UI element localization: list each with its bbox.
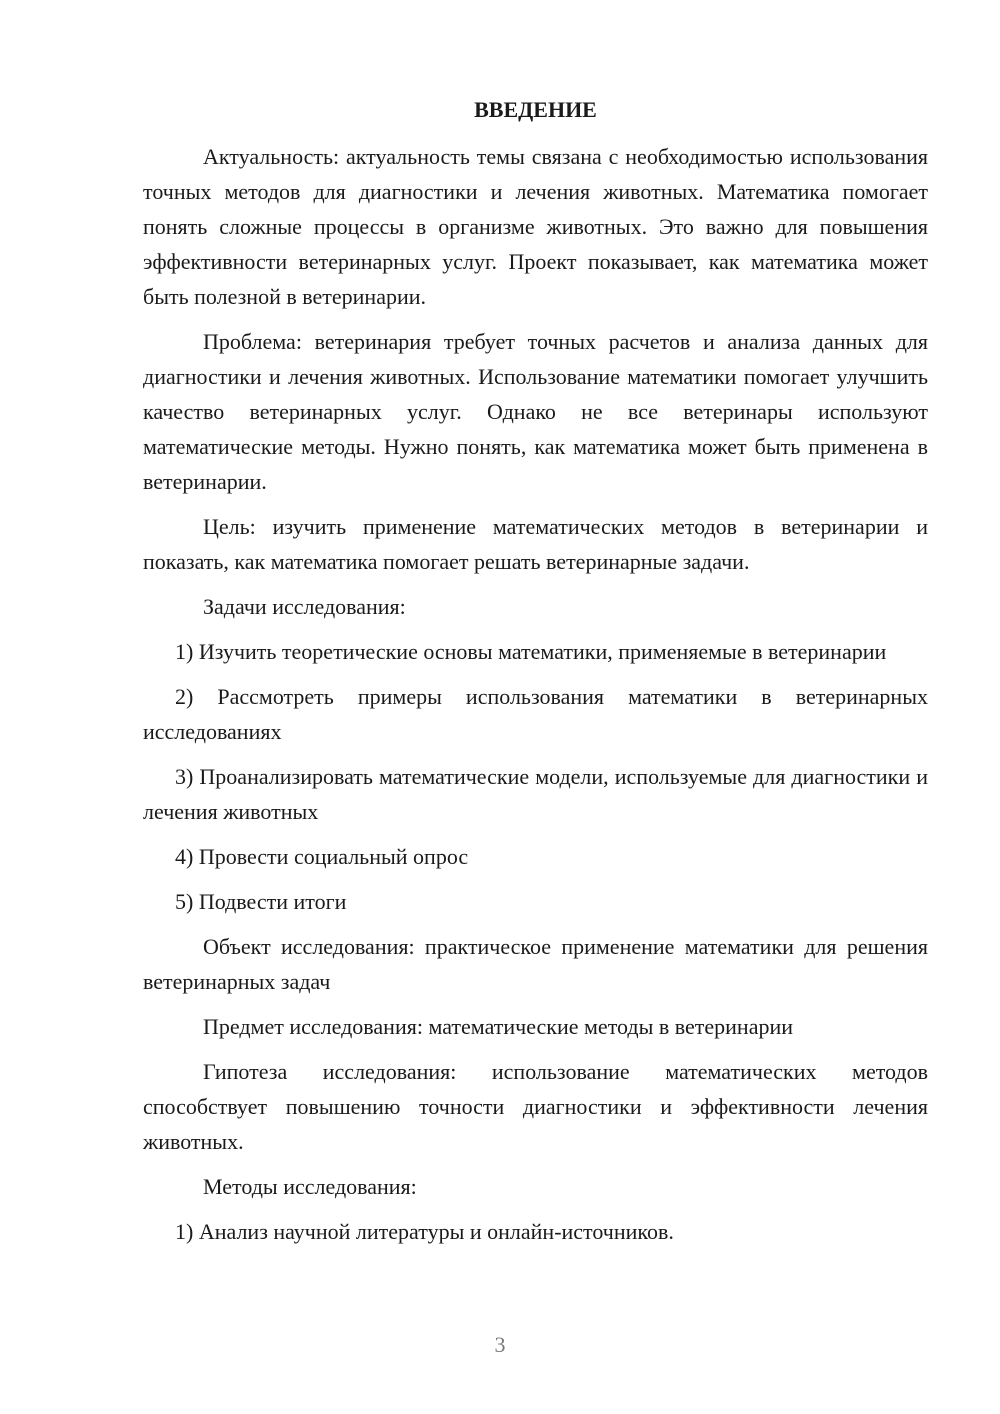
list-item-task-4: 4) Провести социальный опрос [175, 844, 469, 869]
list-item-method-1: 1) Анализ научной литературы и онлайн-источников. [175, 1219, 674, 1244]
list-item-task-1: 1) Изучить теоретические основы математики, применяемые в ветеринарии [175, 639, 887, 664]
page-number: 3 [494, 1332, 506, 1357]
paragraph-problem: Проблема: ветеринария требует точных расчетов и анализа данных для диагностики и лечения животных. Использование математики помогает улучшить качество ветеринарных услуг. Однако не все ветеринары используют математические методы. Нужно понять, как математика может быть применена в ветеринарии. [143, 329, 928, 494]
section-title: ВВЕДЕНИЕ [474, 97, 597, 122]
paragraph-methods-heading: Методы исследования: [203, 1174, 417, 1199]
list-item-task-2: 2) Рассмотреть примеры использования математики в ветеринарных исследованиях [143, 684, 928, 744]
list-item-task-5: 5) Подвести итоги [175, 889, 347, 914]
list-item-task-3: 3) Проанализировать математические модели, используемые для диагностики и лечения животных [143, 764, 928, 824]
paragraph-hypothesis: Гипотеза исследования: использование математических методов способствует повышению точности диагностики и эффективности лечения животных. [143, 1059, 928, 1154]
paragraph-subject: Предмет исследования: математические методы в ветеринарии [203, 1014, 794, 1039]
document-body [143, 92, 928, 1259]
paragraph-relevance: Актуальность: актуальность темы связана с необходимостью использования точных методов для диагностики и лечения животных. Математика помогает понять сложные процессы в организме животных. Это важно для повышения эффективности ветеринарных услуг. Проект показывает, как математика может быть полезной в ветеринарии. [143, 144, 928, 309]
paragraph-tasks-heading: Задачи исследования: [203, 594, 406, 619]
paragraph-object: Объект исследования: практическое применение математики для решения ветеринарных задач [143, 934, 928, 994]
paragraph-goal: Цель: изучить применение математических методов в ветеринарии и показать, как математика помогает решать ветеринарные задачи. [143, 514, 928, 574]
